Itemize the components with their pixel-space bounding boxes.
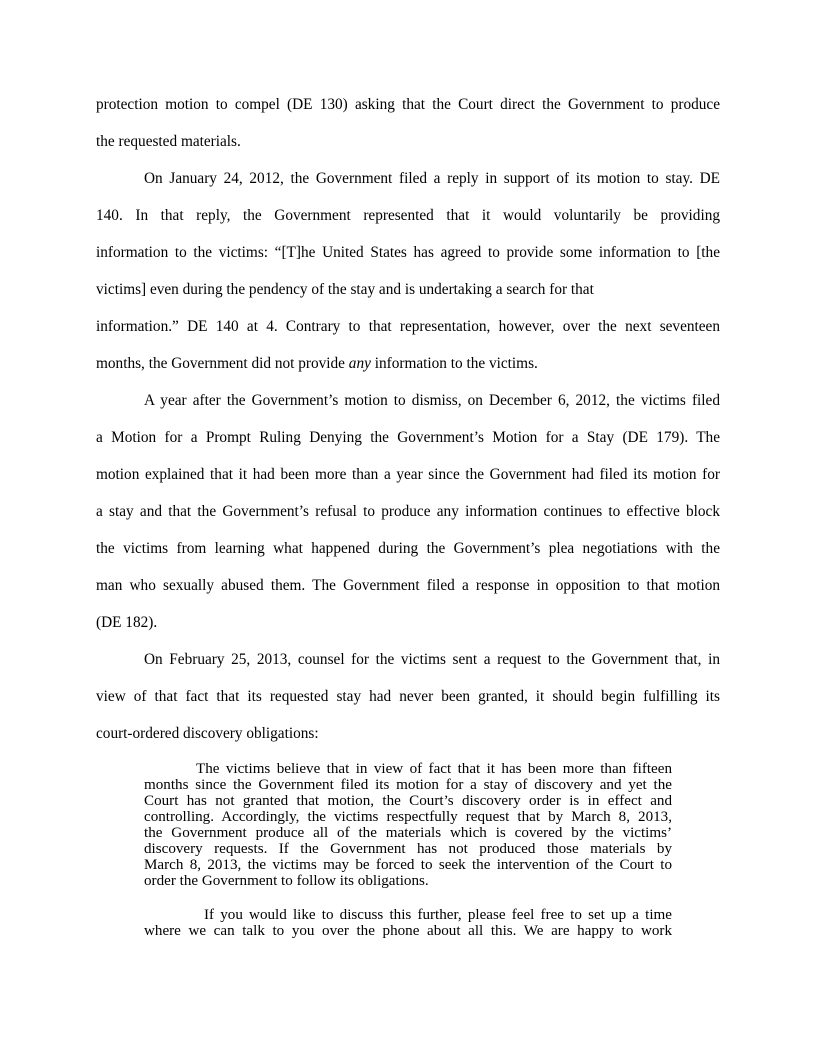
body-line: the victims from learning what happened during the Government’s plea negotiations with the bbox=[96, 540, 720, 557]
body-text: information to the victims. bbox=[370, 355, 538, 372]
quote-line: months since the Government filed its motion for a stay of discovery and yet the bbox=[144, 777, 672, 793]
body-text: months, the Government did not provide bbox=[96, 355, 349, 372]
body-line: a stay and that the Government’s refusal to produce any information continues to effective block bbox=[96, 503, 720, 520]
quote-line: controlling. Accordingly, the victims respectfully request that by March 8, 2013, bbox=[144, 809, 672, 825]
emphasis-text: any bbox=[348, 355, 371, 372]
body-line: court-ordered discovery obligations: bbox=[96, 725, 319, 742]
body-line: view of that fact that its requested stay had never been granted, it should begin fulfilling its bbox=[96, 688, 720, 705]
body-line: 140. In that reply, the Government represented that it would voluntarily be providing bbox=[96, 207, 720, 224]
quote-line: If you would like to discuss this further, please feel free to set up a time bbox=[204, 907, 672, 923]
body-line: On January 24, 2012, the Government filed a reply in support of its motion to stay. DE bbox=[144, 170, 720, 187]
quote-line: discovery requests. If the Government has not produced those materials by bbox=[144, 841, 672, 857]
quote-line: Court has not granted that motion, the Court’s discovery order is in effect and bbox=[144, 793, 672, 809]
quote-line: the Government produce all of the materials which is covered by the victims’ bbox=[144, 825, 672, 841]
body-line: (DE 182). bbox=[96, 614, 158, 631]
body-line: protection motion to compel (DE 130) asking that the Court direct the Government to produce bbox=[96, 96, 720, 113]
body-line: victims] even during the pendency of the stay and is undertaking a search for that bbox=[96, 281, 594, 298]
body-line: man who sexually abused them. The Government filed a response in opposition to that motion bbox=[96, 577, 720, 594]
body-line: the requested materials. bbox=[96, 133, 241, 150]
body-line: motion explained that it had been more than a year since the Government had filed its motion for bbox=[96, 466, 720, 483]
body-line bbox=[96, 355, 720, 373]
quote-line: where we can talk to you over the phone about all this. We are happy to work bbox=[144, 923, 672, 939]
body-line: a Motion for a Prompt Ruling Denying the Government’s Motion for a Stay (DE 179). The bbox=[96, 429, 720, 446]
body-line: On February 25, 2013, counsel for the victims sent a request to the Government that, in bbox=[144, 651, 720, 668]
quote-line: March 8, 2013, the victims may be forced to seek the intervention of the Court to bbox=[144, 857, 672, 873]
quote-line: order the Government to follow its obligations. bbox=[144, 873, 429, 889]
body-line: information.” DE 140 at 4. Contrary to that representation, however, over the next seventeen bbox=[96, 318, 720, 335]
body-line: information to the victims: “[T]he United States has agreed to provide some information to [the bbox=[96, 244, 720, 261]
quote-line: The victims believe that in view of fact that it has been more than fifteen bbox=[196, 761, 672, 777]
body-line: A year after the Government’s motion to dismiss, on December 6, 2012, the victims filed bbox=[144, 392, 720, 409]
